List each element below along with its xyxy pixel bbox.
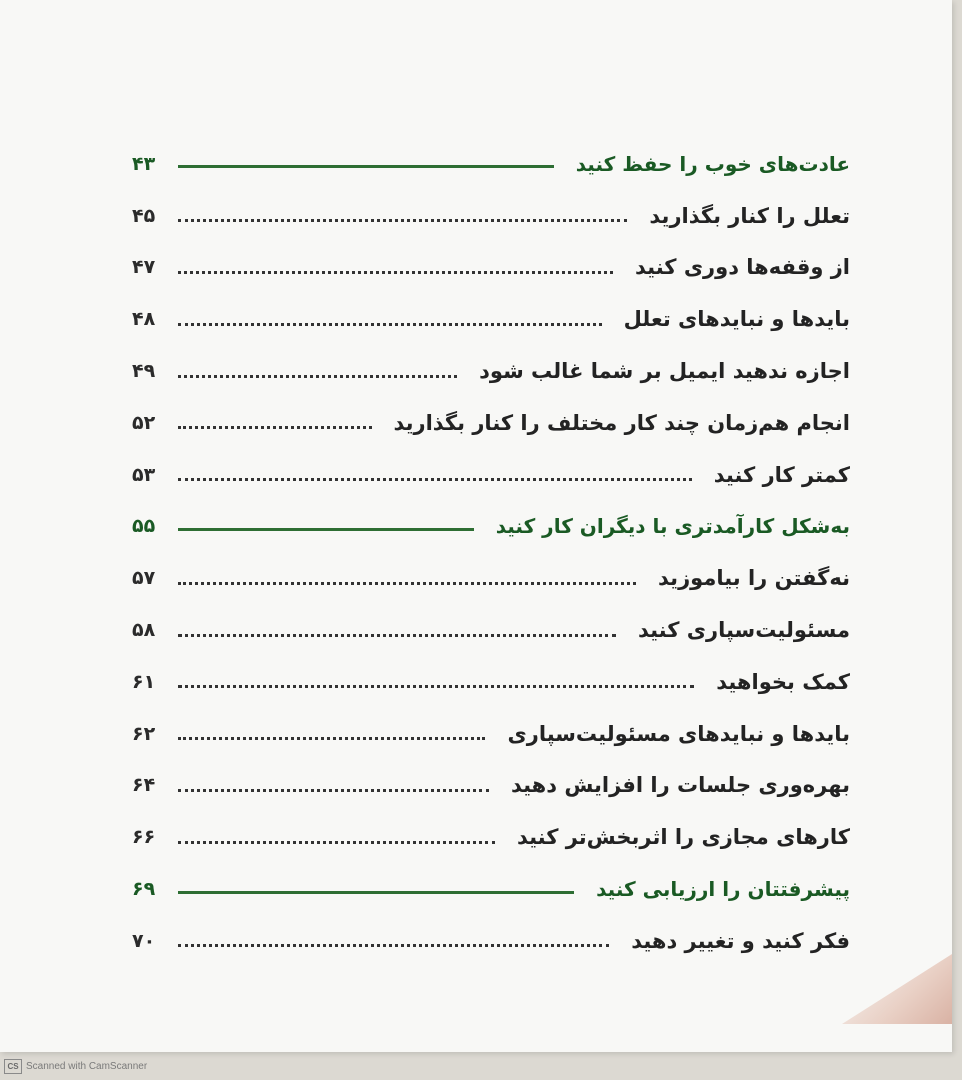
toc-entry-title: مسئولیت‌سپاری کنید: [637, 618, 850, 643]
toc-page-number: ۶۲: [132, 722, 156, 745]
toc-section-rule: [178, 528, 474, 531]
toc-page-number: ۷۰: [132, 929, 156, 952]
toc-page-number: ۶۱: [132, 670, 156, 693]
toc-entry-row: [132, 293, 850, 345]
toc-dot-leader: [178, 426, 372, 429]
toc-entry-row: [132, 449, 850, 501]
toc-dot-leader: [178, 634, 616, 637]
toc-page-number: ۵۵: [132, 515, 156, 538]
toc-section-row: [132, 138, 850, 190]
toc-page-number: ۶۶: [132, 826, 156, 849]
toc-entry-row: [132, 397, 850, 449]
toc-section-rule: [178, 165, 554, 168]
toc-page-number: ۵۳: [132, 463, 156, 486]
toc-page-number: ۴۷: [132, 256, 156, 279]
toc-entry-row: [132, 656, 850, 708]
toc-entry-title: از وقفه‌ها دوری کنید: [635, 255, 850, 280]
camscanner-logo-icon: CS: [4, 1059, 22, 1074]
toc-section-row: [132, 863, 850, 915]
toc-entry-title: نه‌گفتن را بیاموزید: [658, 566, 850, 591]
toc-dot-leader: [178, 841, 495, 844]
toc-entry-row: [132, 345, 850, 397]
toc-dot-leader: [178, 685, 694, 688]
toc-page-number: ۶۴: [132, 774, 156, 797]
toc-dot-leader: [178, 944, 609, 947]
toc-entry-title: بهره‌وری جلسات را افزایش دهید: [510, 773, 850, 798]
toc-entry-row: [132, 604, 850, 656]
toc-page-number: ۴۵: [132, 204, 156, 227]
toc-entry-title: کارهای مجازی را اثربخش‌تر کنید: [516, 825, 850, 850]
toc-section-rule: [178, 891, 574, 894]
toc-entry-row: [132, 552, 850, 604]
toc-page-number: ۴۹: [132, 360, 156, 383]
toc-page-number: ۴۸: [132, 308, 156, 331]
toc-entry-title: کمتر کار کنید: [713, 462, 850, 487]
toc-page-number: ۵۲: [132, 411, 156, 434]
toc-dot-leader: [178, 271, 613, 274]
toc-dot-leader: [178, 737, 485, 740]
toc-entry-title: بایدها و نبایدهای مسئولیت‌سپاری: [507, 721, 850, 746]
toc-entry-row: [132, 915, 850, 967]
toc-entry-row: [132, 708, 850, 760]
toc-section-title: به‌شکل کارآمدتری با دیگران کار کنید: [495, 514, 850, 539]
toc-entry-row: [132, 190, 850, 242]
toc-section-row: [132, 501, 850, 553]
toc-section-title: پیشرفتتان را ارزیابی کنید: [596, 877, 850, 902]
toc-dot-leader: [178, 789, 489, 792]
toc-dot-leader: [178, 323, 602, 326]
toc-page-number: ۴۳: [132, 152, 156, 175]
toc-entry-title: تعلل را کنار بگذارید: [649, 203, 850, 228]
toc-dot-leader: [178, 219, 627, 222]
page-curl-corner: [842, 954, 952, 1024]
table-of-contents: [132, 138, 850, 967]
toc-entry-title: انجام هم‌زمان چند کار مختلف را کنار بگذارید: [393, 410, 850, 435]
toc-entry-row: [132, 811, 850, 863]
scanner-watermark: [4, 1059, 147, 1074]
toc-section-title: عادت‌های خوب را حفظ کنید: [575, 151, 850, 176]
toc-entry-row: [132, 760, 850, 812]
toc-dot-leader: [178, 375, 457, 378]
toc-page-number: ۵۸: [132, 619, 156, 642]
toc-entry-title: اجازه ندهید ایمیل بر شما غالب شود: [479, 359, 850, 384]
toc-entry-row: [132, 242, 850, 294]
toc-entry-title: بایدها و نبایدهای تعلل: [623, 307, 850, 332]
toc-page-number: ۶۹: [132, 878, 156, 901]
toc-dot-leader: [178, 582, 636, 585]
toc-entry-title: فکر کنید و تغییر دهید: [631, 928, 850, 953]
toc-entry-title: کمک بخواهید: [716, 669, 850, 694]
toc-page-number: ۵۷: [132, 567, 156, 590]
scanner-watermark-text: Scanned with CamScanner: [26, 1061, 148, 1072]
toc-dot-leader: [178, 478, 692, 481]
